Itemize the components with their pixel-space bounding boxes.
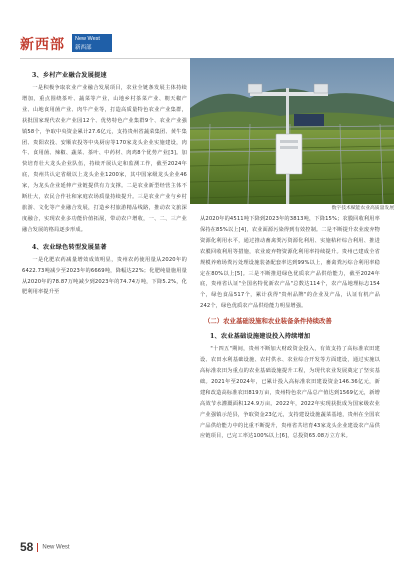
body-paragraph: "十四五"期间，贵州不断加大财政资金投入，有效支持了高标准农田建设、农田水利基础设施、农村供水、农业综合开发等方面建设，通过实施以高标准农田为重点的农业基础设施提升工程，为现代农业发展奠定了坚实基础。2021年至2024年，已累计投入高标准农田建设资金146.36亿元，新建和改造高标准农田819万亩，贵州特色农产品总产值达到1569亿元，新增高效节水灌溉面积124.9万亩。2022年，2022年实现获批成为国家级农业产业强镇示范县，争取资金23亿元，支持建设设施蔬菜基地，贵州在全国农产品供给能力中的比重不断提升，贵州省共培育43家龙头企业建设农产品供应链项目，已完工率达100%以上[6]，总投资65.08万立方米。: [200, 346, 380, 440]
photo-illustration: [190, 58, 394, 204]
section-heading: （二）农业基础设施和农业装备条件持续改善: [204, 317, 332, 326]
subsection-heading: 4、农业绿色转型发展显著: [32, 243, 107, 251]
page-header: [0, 0, 402, 58]
footer-divider: [37, 543, 38, 552]
right-text-column: [200, 214, 380, 534]
photo-caption: 数字技术赋能农业高质量发展: [331, 206, 394, 211]
logo-badge-line1: New West: [75, 36, 100, 42]
magazine-logo-badge: [72, 34, 112, 52]
body-paragraph: 一是化肥农药减量增效成效明显，贵州农药使用量从2020年的6422.73吨减少至2023年的6669吨，降幅达22%；化肥纯量施用量从2020年的78.87万吨减少到2023年的74.74万吨，下降5.2%，化肥利用率提升至: [22, 256, 187, 296]
subsection-heading: 1、农业基础设施建设投入持续增加: [210, 333, 311, 341]
body-paragraph: 从2020年的4511吨下降到2023年的3813吨，下降15%；农膜回收利用率保持在85%以上[4]，农业面源污染得到有效控制。二是不断提升农业废弃物资源化利用水平，通过推动畜禽粪污资源化利用、实施秸秆综合利用、推进农膜回收利用等措施，农业废弃物资源化利用率持续提升。贵州已建成全省规模养殖场粪污处理设施装备配套率达到99%以上，畜禽粪污综合利用率稳定在80%以上[5]。三是不断推进绿色优质农产品供给能力，截至2024年底，贵州省认证"全国名特优新农产品"总数达114个，农产品地理标志154个，绿色食品517个，累计获得"贵州品牌"的企业及产品，认证有机产品242个，绿色优质农产品供给能力明显增强。: [200, 216, 380, 310]
body-paragraph: 一是积极争取农业产业融合发展项目，农业全链条发展主体持续增加，重点围绕茶叶、蔬菜等产业，山地乡村茶菜产业、朝天椒产业、山地食用菌产业、肉牛产业等，打造高质量特色农业产业集群，获批国家现代农业产业园12个、优势特色产业集群9个、农业产业强镇58个，争取中央资金累计27.6亿元，支持贵州省蔬菜集团、黄牛集团、贵阳农投、安顺农投等中央厨房等170家龙头企业实施建设，肉牛、食用菌、辣椒、蔬菜、茶叶、中药材、肉鸡8个优势产业[3]。加快培育壮大龙头企业队伍，持续开展认定和监测工作，截至2024年底，贵州共认定省级以上龙头企业1200家，其中国家级龙头企业46家，为龙头企业延伸产业链提供有力支撑。二是农业新型经营主体不断壮大，农民合作社和家庭农场质量持续提升。三是农业产业与乡村旅游、文化等产业融合发展，打造乡村旅游精品线路，推动农文旅深度融合，实现农业多功能价值拓展，带动农户增收，一、二、三产业融合发展的格局逐步形成。: [22, 85, 187, 233]
header-divider: [20, 58, 195, 59]
footer-title: New West: [42, 544, 70, 551]
page-number: 58: [20, 540, 34, 554]
subsection-heading: 3、乡村产业融合发展提速: [32, 72, 107, 79]
logo-badge-line2: 新西部: [75, 45, 92, 51]
article-photo: [190, 58, 394, 204]
left-text-column: [22, 64, 187, 532]
magazine-logo: 新西部: [20, 37, 65, 53]
page-footer: [20, 540, 140, 554]
